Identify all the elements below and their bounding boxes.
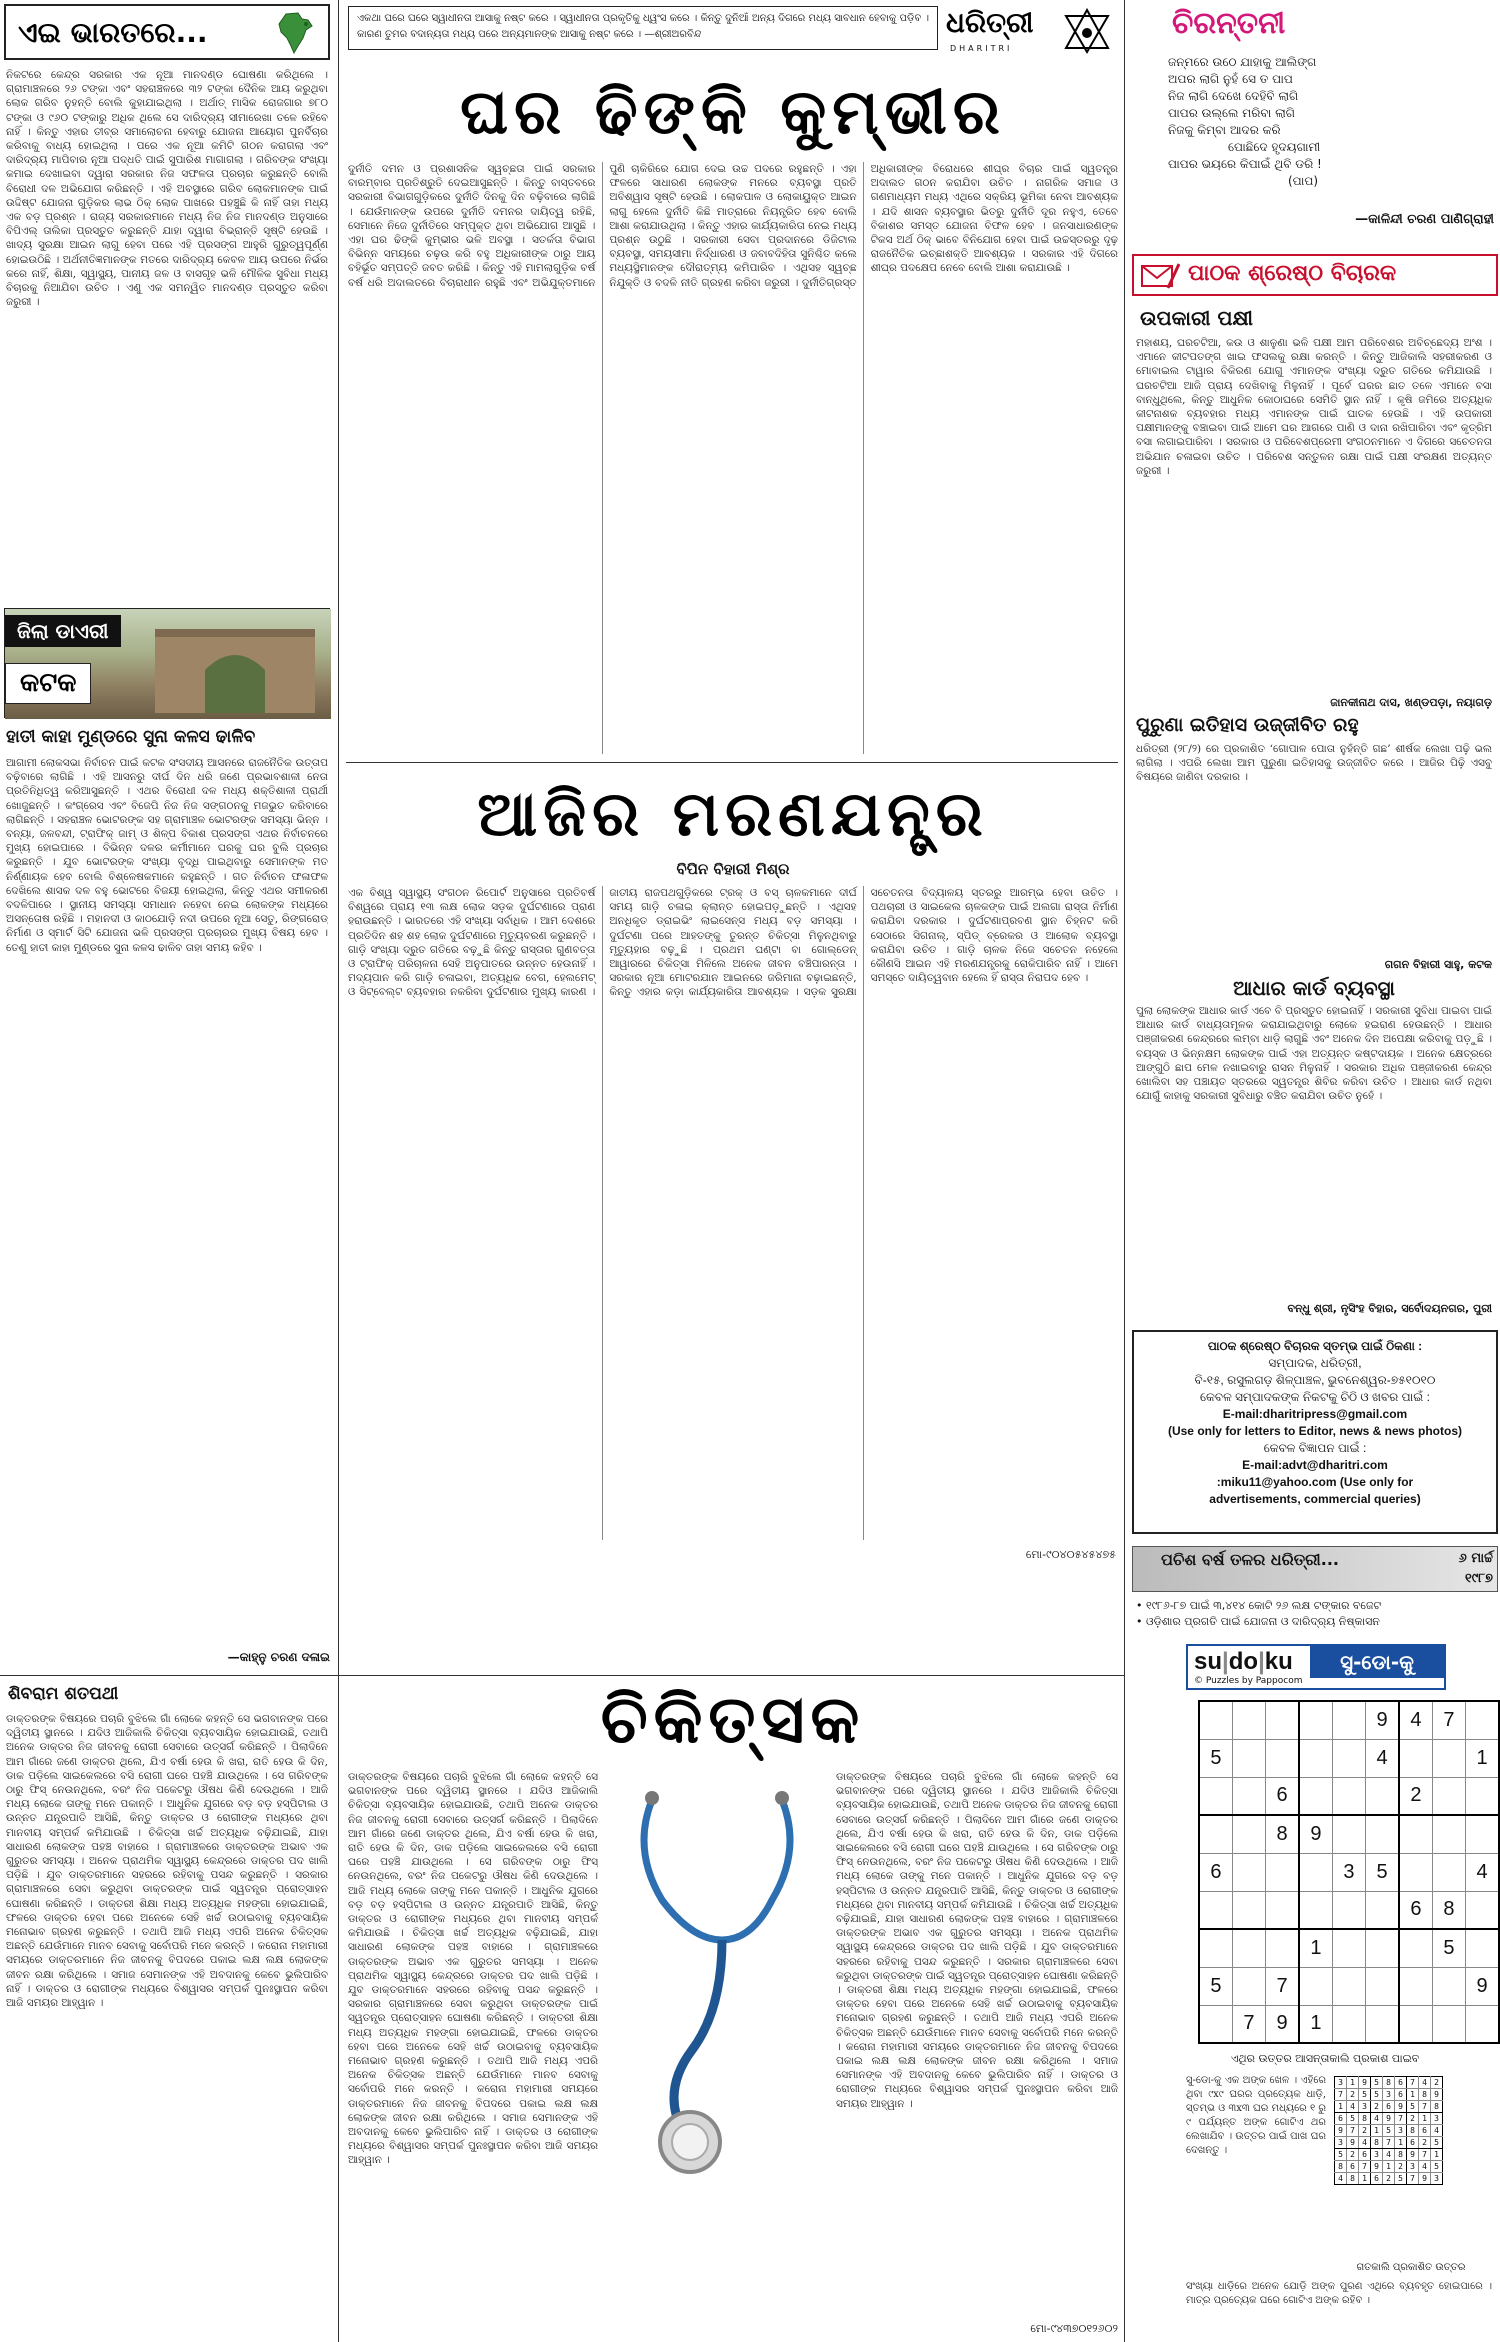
contact-line-1: ପାଠକ ଶ୍ରେଷ୍ଠ ବିଚାରକ ସ୍ତମ୍ଭ ପାଇଁ ଠିକଣା :: [1207, 1339, 1423, 1353]
solution-cell: 9: [1371, 2161, 1383, 2173]
solution-cell: 2: [1419, 2137, 1431, 2149]
solution-cell: 3: [1431, 2173, 1443, 2185]
solution-cell: 1: [1347, 2077, 1359, 2089]
solution-cell: 3: [1371, 2149, 1383, 2161]
sudoku-cell[interactable]: [1466, 1777, 1499, 1815]
doctor-article-text-col2: [348, 1770, 598, 2336]
solution-cell: 6: [1419, 2125, 1431, 2137]
solution-cell: 6: [1359, 2149, 1371, 2161]
sudoku-cell[interactable]: [1199, 2005, 1232, 2043]
logo-emblem-icon: [1064, 8, 1110, 54]
solution-cell-row: [1335, 2113, 1443, 2125]
solution-cell: 3: [1383, 2089, 1395, 2101]
sudoku-cell: 9: [1299, 1815, 1332, 1853]
sudoku-brand-su: su: [1194, 1648, 1223, 1675]
solution-cell: 9: [1383, 2113, 1395, 2125]
sudoku-cell: 7: [1432, 1701, 1465, 1739]
poem-line: (ପାପ): [1288, 174, 1319, 188]
solution-cell: 5: [1371, 2077, 1383, 2089]
solution-cell: 4: [1431, 2125, 1443, 2137]
solution-cell: 9: [1359, 2077, 1371, 2089]
solution-cell: 2: [1347, 2149, 1359, 2161]
road-article-contact: ମୋ-୯୦୪୦୫୪୫୪୭୫: [1025, 1548, 1116, 1561]
letter-3-text: ପୁଲା ଲୋକଙ୍କ ଆଧାର କାର୍ଡ ଏବେ ବି ପ୍ରସ୍ତୁତ ହୋଇନାହିଁ । ସରକାରୀ ସୁବିଧା ପାଇବା ପାଇଁ ଆଧାର କାର୍ଡ ବାଧ୍ୟତାମୂଳକ କରାଯାଇଥିବାରୁ ଲୋକେ ହଇରାଣ ହେଉଛନ୍ତି । ଆଧାର ପଞ୍ଜୀକରଣ କେନ୍ଦ୍ରରେ ଲମ୍ବା ଧାଡ଼ି ଲାଗୁଛି ଏବଂ ଅନେକ ଦିନ ଅପେକ୍ଷା କରିବାକୁ ପଡ଼ୁଛି । ବୟସ୍କ ଓ ଭିନ୍ନକ୍ଷମ ଲୋକଙ୍କ ପାଇଁ ଏହା ଅତ୍ୟନ୍ତ କଷ୍ଟଦାୟକ । ଅନେକ କ୍ଷେତ୍ରରେ ଆଙ୍ଗୁଠି ଛାପ ମେଳ ନଖାଇବାରୁ ରାସନ ମିଳୁନାହିଁ । ସରକାର ଅଧିକ ପଞ୍ଜୀକରଣ କେନ୍ଦ୍ର ଖୋଲିବା ସହ ପଞ୍ଚାୟତ ସ୍ତରରେ ସ୍ୱତନ୍ତ୍ର ଶିବିର କରିବା ଉଚିତ । ଆଧାର କାର୍ଡ ନଥିବା ଯୋଗୁଁ କାହାକୁ ସରକାରୀ ସୁବିଧାରୁ ବଞ୍ଚିତ କରାଯିବା ଉଚିତ ନୁହେଁ ।: [1136, 1005, 1492, 1103]
letter-1-title: ଉପକାରୀ ପକ୍ଷୀ: [1140, 306, 1253, 330]
contact-email-3[interactable]: :miku11@yahoo.com (Use only for: [1216, 1475, 1414, 1489]
sudoku-cell[interactable]: [1366, 1815, 1399, 1853]
solution-cell: 5: [1359, 2089, 1371, 2101]
solution-cell: 2: [1347, 2089, 1359, 2101]
doctor-article-contact: ମୋ-୯୪୩୭୦୧୨୬୦୨: [1030, 2322, 1118, 2335]
solution-cell: 4: [1359, 2137, 1371, 2149]
sudoku-cell: 9: [1466, 1967, 1499, 2005]
sudoku-cell[interactable]: [1199, 1815, 1232, 1853]
twentyfive-years-day: ୬ ମାର୍ଚ୍ଚ: [1458, 1551, 1493, 1566]
sudoku-cell[interactable]: [1332, 2005, 1365, 2043]
solution-cell: 1: [1395, 2137, 1407, 2149]
sudoku-cell[interactable]: [1432, 2005, 1465, 2043]
solution-cell: 1: [1419, 2113, 1431, 2125]
contact-email-1-note: (Use only for letters to Editor, news & news photos): [1167, 1424, 1463, 1438]
solution-cell: 8: [1347, 2173, 1359, 2185]
solution-cell: 2: [1383, 2173, 1395, 2185]
sudoku-cell[interactable]: [1432, 1815, 1465, 1853]
logo-subtext: DHARITRI: [950, 44, 1013, 53]
fort-gate-image: [145, 615, 325, 715]
contact-line-3: ବି-୧୫, ରସୁଲଗଡ଼ ଶିଳ୍ପାଞ୍ଚଳ, ଭୁବନେଶ୍ୱର-୭୫୧୦୧୦: [1194, 1373, 1436, 1387]
sudoku-cell-row: [1199, 1777, 1499, 1815]
sudoku-cell[interactable]: [1466, 1815, 1499, 1853]
solution-cell: 6: [1395, 2077, 1407, 2089]
contact-email-3-note: advertisements, commercial queries): [1209, 1492, 1421, 1506]
sudoku-cell: 9: [1366, 1701, 1399, 1739]
doctor-article-headline: ଚିକିତ୍ସକ: [600, 1681, 866, 1758]
sudoku-cell: 7: [1232, 2005, 1265, 2043]
solution-cell: 4: [1419, 2161, 1431, 2173]
solution-cell-row: [1335, 2149, 1443, 2161]
sudoku-cell-row: [1199, 1929, 1499, 1967]
divider-bottom-left: [338, 1675, 339, 2342]
solution-cell: 4: [1335, 2173, 1347, 2185]
sudoku-grid[interactable]: [1198, 1700, 1500, 2044]
solution-cell: 1: [1431, 2149, 1443, 2161]
poem-line: ନିଜକୁ କିମ୍ବା ଆଦର କରି: [1168, 123, 1281, 137]
article-cuttack-author: —କାହ୍ନୁ ଚରଣ ଦଳାଇ: [227, 1650, 330, 1664]
solution-cell: 9: [1407, 2149, 1419, 2161]
solution-cell: 8: [1407, 2125, 1419, 2137]
section-title: ଏଇ ଭାରତରେ...: [18, 16, 208, 49]
solution-cell: 6: [1407, 2137, 1419, 2149]
masthead-quote: ଏକଥା ଘରେ ଘରେ ସ୍ୱାଧୀନତା ଆସାକୁ ନଷ୍ଟ କରେ । ସ୍ୱାଧୀନତା ପ୍ରକୃତିକୁ ଧ୍ୱଂସ କରେ । କିନ୍ତୁ ଦୁନିଆଁ ଅନ୍ୟ ଦିଗରେ ମଧ୍ୟ ସାବଧାନ ହେବାକୁ ପଡ଼ିବ । କାରଣ ତୁମର ବଦାନ୍ୟତା ମଧ୍ୟ ପରେ ଅନ୍ୟମାନଙ୍କ ଆସାକୁ ନଷ୍ଟ କରେ । —ଶ୍ରୀଅରବିନ୍ଦ: [357, 13, 929, 40]
sudoku-cell: 4: [1399, 1701, 1432, 1739]
solution-cell: 9: [1431, 2089, 1443, 2101]
sudoku-cell[interactable]: [1299, 1701, 1332, 1739]
editorial-headline: ଘର ଢିଙ୍କି କୁମ୍ଭୀର: [460, 75, 1006, 148]
sudoku-cell[interactable]: [1266, 1739, 1299, 1777]
sudoku-cell: 6: [1266, 1777, 1299, 1815]
sudoku-cell: 5: [1199, 1739, 1232, 1777]
sudoku-cell: 8: [1266, 1815, 1299, 1853]
solution-cell: 6: [1383, 2101, 1395, 2113]
sudoku-cell-row: [1199, 1891, 1499, 1929]
solution-cell: 8: [1383, 2077, 1395, 2089]
sudoku-cell[interactable]: [1199, 1701, 1232, 1739]
solution-cell: 7: [1347, 2125, 1359, 2137]
road-article-headline: ଆଜିର ମରଣଯନ୍ତ୍ର: [477, 777, 989, 850]
sudoku-cell[interactable]: [1332, 1777, 1365, 1815]
sudoku-cell: 1: [1466, 1739, 1499, 1777]
solution-cell: 3: [1395, 2125, 1407, 2137]
sudoku-cell-row: [1199, 2005, 1499, 2043]
sudoku-cell[interactable]: [1399, 1929, 1432, 1967]
sudoku-cell[interactable]: [1266, 1853, 1299, 1891]
solution-cell: 2: [1371, 2101, 1383, 2113]
sudoku-cell[interactable]: [1232, 1853, 1265, 1891]
solution-cell: 7: [1335, 2089, 1347, 2101]
divider-right: [1124, 0, 1125, 2342]
sudoku-cell[interactable]: [1266, 1929, 1299, 1967]
sudoku-cell[interactable]: [1366, 1777, 1399, 1815]
left-column: [0, 0, 340, 1675]
sudoku-cell[interactable]: [1399, 1739, 1432, 1777]
solution-cell-row: [1335, 2101, 1443, 2113]
solution-cell: 8: [1359, 2113, 1371, 2125]
logo-text: ଧରିତ୍ରୀ: [946, 6, 1034, 39]
solution-cell: 5: [1383, 2125, 1395, 2137]
sudoku-cell[interactable]: [1466, 1891, 1499, 1929]
stethoscope-icon: [612, 1770, 822, 2190]
road-article-text: ଏକ ବିଶ୍ୱ ସ୍ୱାସ୍ଥ୍ୟ ସଂଗଠନ ରିପୋର୍ଟ ଅନୁସାରେ ପ୍ରତିବର୍ଷ ବିଶ୍ୱରେ ପ୍ରାୟ ୧୩ ଲକ୍ଷ ଲୋକ ସଡ଼କ ଦୁର୍ଘଟଣାରେ ପ୍ରାଣ ହରାଉଛନ୍ତି । ଭାରତରେ ଏହି ସଂଖ୍ୟା ସର୍ବାଧିକ । ଆମ ଦେଶରେ ପ୍ରତିଦିନ ଶହ ଶହ ଲୋକ ଦୁର୍ଘଟଣାରେ ମୃତ୍ୟୁବରଣ କରୁଛନ୍ତି । ଗାଡ଼ି ସଂଖ୍ୟା ଦ୍ରୁତ ଗତିରେ ବଢ଼ୁଛି କିନ୍ତୁ ରାସ୍ତାର ଗୁଣବତ୍ତା ଓ ଟ୍ରାଫିକ୍ ପରିଚାଳନା ସେହି ଅନୁପାତରେ ଉନ୍ନତ ହେଉନାହିଁ । ମଦ୍ୟପାନ କରି ଗାଡ଼ି ଚଳାଇବା, ଅତ୍ୟଧିକ ବେଗ, ହେଲମେଟ୍ ଓ ସିଟ୍‌ବେଲ୍ଟ ବ୍ୟବହାର ନକରିବା ଦୁର୍ଘଟଣାର ମୁଖ୍ୟ କାରଣ । ଜାତୀୟ ରାଜପଥଗୁଡ଼ିକରେ ଟ୍ରକ୍ ଓ ବସ୍ ଚାଳକମାନେ ଦୀର୍ଘ ସମୟ ଗାଡ଼ି ଚଳାଇ କ୍ଲାନ୍ତ ହୋଇପଡ଼ୁଛନ୍ତି । ଏଥିସହ ଅନଧିକୃତ ଡ୍ରାଇଭିଂ ଲାଇସେନ୍ସ ମଧ୍ୟ ବଡ଼ ସମସ୍ୟା । ଦୁର୍ଘଟଣା ପରେ ଆହତଙ୍କୁ ତୁରନ୍ତ ଚିକିତ୍ସା ମିଳୁନଥିବାରୁ ମୃତ୍ୟୁହାର ବଢ଼ୁଛି । ପ୍ରଥମ ଘଣ୍ଟା ବା ଗୋଲ୍ଡେନ୍ ଆୱାରରେ ଚିକିତ୍ସା ମିଳିଲେ ଅନେକ ଜୀବନ ବଞ୍ଚିପାରନ୍ତା । ସରକାର ନୂଆ ମୋଟରଯାନ ଆଇନରେ ଜରିମାନା ବଢ଼ାଇଛନ୍ତି, କିନ୍ତୁ ଏହାର କଡ଼ା କାର୍ଯ୍ୟକାରିତା ଆବଶ୍ୟକ । ସଡ଼କ ସୁରକ୍ଷା ସଚେତନତା ବିଦ୍ୟାଳୟ ସ୍ତରରୁ ଆରମ୍ଭ ହେବା ଉଚିତ । ପଥଚାରୀ ଓ ସାଇକେଲ ଚାଳକଙ୍କ ପାଇଁ ଅଲଗା ରାସ୍ତା ନିର୍ମାଣ କରାଯିବା ଦରକାର । ଦୁର୍ଘଟଣାପ୍ରବଣ ସ୍ଥାନ ଚିହ୍ନଟ କରି ସେଠାରେ ସିଗନାଲ୍, ସ୍ପିଡ୍ ବ୍ରେକର ଓ ଆଲୋକ ବ୍ୟବସ୍ଥା କରାଯିବା ଉଚିତ । ଗାଡ଼ି ଚାଳକ ନିଜେ ସଚେତନ ନହେଲେ କୌଣସି ଆଇନ ଏହି ମରଣଯନ୍ତ୍ରକୁ ରୋକିପାରିବ ନାହିଁ । ଆମେ ସମସ୍ତେ ଦାୟିତ୍ୱବାନ ହେଲେ ହିଁ ରାସ୍ତା ନିରାପଦ ହେବ ।: [348, 887, 1118, 999]
solution-cell: 5: [1407, 2101, 1419, 2113]
chirantani-poem: [1168, 54, 1488, 190]
sudoku-cell[interactable]: [1199, 1891, 1232, 1929]
sudoku-prev-caption: ଗତକାଲି ପ୍ରକାଶିତ ଉତ୍ତର: [1356, 2262, 1466, 2273]
sudoku-cell[interactable]: [1366, 1967, 1399, 2005]
twentyfive-years-item-2: • ଓଡ଼ିଶାର ପ୍ରଗତି ପାଇଁ ଯୋଜନା ଓ ଦାରିଦ୍ର୍ୟ ନିଷ୍କାସନ: [1136, 1615, 1380, 1628]
sudoku-cell[interactable]: [1199, 1777, 1232, 1815]
chirantani-title: ଚିରନ୍ତନୀ: [1172, 6, 1286, 41]
sudoku-cell[interactable]: [1366, 1891, 1399, 1929]
poem-line: ପୋଛିଦେ ହୃଦୟଗାମୀ: [1228, 140, 1321, 154]
solution-cell: 5: [1431, 2161, 1443, 2173]
solution-cell: 6: [1335, 2113, 1347, 2125]
contact-box: [1132, 1330, 1498, 1534]
sudoku-cell[interactable]: [1399, 1853, 1432, 1891]
solution-cell: 7: [1383, 2137, 1395, 2149]
sudoku-cell[interactable]: [1366, 1929, 1399, 1967]
sudoku-cell[interactable]: [1332, 1891, 1365, 1929]
sudoku-brand-do: do: [1228, 1648, 1259, 1675]
contact-line-5: କେବଳ ବିଜ୍ଞାପନ ପାଇଁ :: [1263, 1441, 1367, 1455]
sudoku-cell: 5: [1432, 1929, 1465, 1967]
letter-3-title: ଆଧାର କାର୍ଡ ବ୍ୟବସ୍ଥା: [1233, 976, 1395, 1000]
solution-cell: 4: [1383, 2149, 1395, 2161]
twentyfive-years-box: [1132, 1546, 1498, 1592]
poem-line: ପାପର ଭୟରେ କିପାଇଁ ଥିବି ଡରି !: [1168, 157, 1322, 171]
sudoku-footer: ସଂଖ୍ୟା ଧାଡ଼ିରେ ଅନେକ ଯୋଡ଼ି ଅଙ୍କ ପୁରଣ ଏଥିରେ ବ୍ୟବହୃତ ହୋଇପାରେ । ମାତ୍ର ପ୍ରତ୍ୟେକ ଘରେ ଗୋଟିଏ ଅଙ୍କ ରହିବ ।: [1186, 2281, 1492, 2306]
solution-cell: 6: [1347, 2161, 1359, 2173]
contact-email-2[interactable]: E-mail:advt@dharitri.com: [1242, 1458, 1388, 1472]
sudoku-cell: 4: [1366, 1739, 1399, 1777]
sudoku-cell: 9: [1266, 2005, 1299, 2043]
poem-line: ପାପର ଉଲ୍ଲେ ମରିବା ଲାଗି: [1168, 106, 1295, 120]
sudoku-copyright: © Puzzles by Pappocom: [1194, 1676, 1303, 1686]
sudoku-instructions: ସୁ-ଡୋ-କୁ ଏକ ଅଙ୍କ ଖେଳ । ଏହିରେ ଥିବା ୯x୯ ଘରର ପ୍ରତ୍ୟେକ ଧାଡ଼ି, ସ୍ତମ୍ଭ ଓ ୩x୩ ଘର ମଧ୍ୟରେ ୧ ରୁ ୯ ପର୍ଯ୍ୟନ୍ତ ଅଙ୍କ ଗୋଟିଏ ଥର ଲେଖାଯିବ । ଉତ୍ତର ପାଇଁ ପାଖ ଘର ଦେଖନ୍ତୁ ।: [1186, 2075, 1326, 2156]
sudoku-cell[interactable]: [1266, 1701, 1299, 1739]
twentyfive-years-title: ପଚିଶ ବର୍ଷ ତଳର ଧରିତ୍ରୀ...: [1161, 1550, 1339, 1569]
solution-cell: 2: [1395, 2161, 1407, 2173]
contact-email-1[interactable]: E-mail:dharitripress@gmail.com: [1222, 1407, 1408, 1421]
letters-title: ପାଠକ ଶ୍ରେଷ୍ଠ ବିଚାରକ: [1188, 261, 1397, 286]
solution-cell: 3: [1431, 2113, 1443, 2125]
sudoku-brand: su|do|ku: [1194, 1648, 1293, 1675]
sudoku-cell[interactable]: [1332, 1967, 1365, 2005]
sudoku-cell: 6: [1199, 1853, 1232, 1891]
sudoku-cell: 5: [1199, 1967, 1232, 2005]
solution-cell: 7: [1419, 2101, 1431, 2113]
chirantani-box: [1132, 0, 1498, 240]
sudoku-cell[interactable]: [1232, 1739, 1265, 1777]
sudoku-cell[interactable]: [1332, 1739, 1365, 1777]
divider-left: [338, 0, 339, 1675]
solution-cell: 9: [1335, 2125, 1347, 2137]
sudoku-cell[interactable]: [1232, 1891, 1265, 1929]
solution-cell: 1: [1407, 2089, 1419, 2101]
poem-line: ଜନ୍ମରେ ଉଠେ ଯାହାକୁ ଆଲିଙ୍ଗ: [1168, 55, 1317, 69]
poem-line: ଅପର ଲାଗି ନୁହଁ ସେ ତ ପାପ: [1168, 72, 1293, 86]
solution-cell: 5: [1431, 2137, 1443, 2149]
solution-cell-row: [1335, 2173, 1443, 2185]
sudoku-cell[interactable]: [1399, 1815, 1432, 1853]
solution-cell: 4: [1419, 2077, 1431, 2089]
sudoku-cell[interactable]: [1299, 1739, 1332, 1777]
contact-line-2: ସମ୍ପାଦକ, ଧରିତ୍ରୀ,: [1268, 1356, 1362, 1370]
solution-cell: 8: [1335, 2161, 1347, 2173]
masthead-quote-box: [348, 6, 938, 50]
solution-cell: 8: [1431, 2101, 1443, 2113]
district-diary-label: ଜିଲା ଡାଏରୀ: [5, 615, 121, 647]
solution-cell: 7: [1407, 2077, 1419, 2089]
solution-cell: 3: [1359, 2101, 1371, 2113]
section-banner-ei-bharatare: [4, 4, 330, 60]
sudoku-cell[interactable]: [1199, 1929, 1232, 1967]
twentyfive-years-item-1: • ୧୯୮୬-୮୭ ପାଇଁ ୩,୪୧୪ କୋଟି ୨୬ ଲକ୍ଷ ଟଙ୍କାର ବଜେଟ: [1136, 1599, 1382, 1612]
letter-3-author: ବନ୍ଧୁ ଶ୍ରୀ, ନୃସିଂହ ବିହାର, ସର୍ବୋଦୟନଗର, ପୁରୀ: [1287, 1302, 1492, 1315]
sudoku-header: [1186, 1644, 1446, 1690]
sudoku-cell[interactable]: [1299, 1853, 1332, 1891]
sudoku-cell[interactable]: [1432, 1739, 1465, 1777]
sudoku-cell: 8: [1432, 1891, 1465, 1929]
poem-author: —କାଳିନ୍ଦୀ ଚରଣ ପାଣିଗ୍ରାହୀ: [1355, 212, 1494, 227]
letter-2-title: ପୁରୁଣା ଇତିହାସ ଉଜ୍ଜୀବିତ ରହୁ: [1136, 714, 1359, 736]
masthead-logo: [946, 6, 1116, 58]
district-diary-box: [4, 608, 330, 718]
solution-cell: 5: [1371, 2089, 1383, 2101]
sudoku-cell[interactable]: [1432, 1777, 1465, 1815]
solution-cell: 7: [1407, 2173, 1419, 2185]
sudoku-cell[interactable]: [1332, 1815, 1365, 1853]
sudoku-cell: 7: [1266, 1967, 1299, 2005]
sudoku-cell[interactable]: [1366, 2005, 1399, 2043]
letter-2-text: ଧରିତ୍ରୀ (୨୮/୨) ରେ ପ୍ରକାଶିତ ‘ଗୋପାଳ ପୋତା ନୁହଁନ୍ତି ଗଛ’ ଶୀର୍ଷକ ଲେଖା ପଢ଼ି ଭଲ ଲାଗିଲା । ଏପରି ଲେଖା ଆମ ପୁରୁଣା ଇତିହାସକୁ ଉଜ୍ଜୀବିତ କରେ । ଆଜିର ପିଢ଼ି ଏସବୁ ବିଷୟରେ ଜାଣିବା ଦରକାର ।: [1136, 743, 1492, 784]
sudoku-cell[interactable]: [1232, 1929, 1265, 1967]
sudoku-cell: 5: [1366, 1853, 1399, 1891]
sudoku-cell[interactable]: [1232, 1701, 1265, 1739]
sudoku-cell[interactable]: [1332, 1701, 1365, 1739]
solution-cell: 3: [1335, 2077, 1347, 2089]
sudoku-cell-row: [1199, 1815, 1499, 1853]
envelope-pen-icon: [1140, 262, 1180, 290]
solution-cell: 1: [1335, 2101, 1347, 2113]
sudoku-cell: 3: [1332, 1853, 1365, 1891]
solution-cell: 6: [1395, 2089, 1407, 2101]
divider-bottom: [0, 1675, 1124, 1676]
sudoku-brand-ku: ku: [1264, 1648, 1293, 1675]
doctor-article-author: ଶିବରାମ ଶତପଥୀ: [8, 1684, 119, 1704]
solution-cell: 8: [1395, 2149, 1407, 2161]
sudoku-cell[interactable]: [1299, 1967, 1332, 2005]
solution-cell-row: [1335, 2161, 1443, 2173]
solution-cell: 7: [1419, 2149, 1431, 2161]
doctor-article-text-final: ଡାକ୍ତରଙ୍କ ବିଷୟରେ ପଚାରି ବୁଝିଲେ ଗାଁ ଲୋକେ କହନ୍ତି ସେ ଭଗବାନଙ୍କ ପରେ ଦ୍ୱିତୀୟ ସ୍ଥାନରେ । ଯଦିଓ ଆଜିକାଲି ଚିକିତ୍ସା ବ୍ୟବସାୟିକ ହୋଇଯାଉଛି, ତଥାପି ଅନେକ ଡାକ୍ତର ନିଜ ଜୀବନକୁ ରୋଗୀ ସେବାରେ ଉତ୍ସର୍ଗ କରିଛନ୍ତି । ପିଲାଦିନେ ଆମ ଗାଁରେ ଜଣେ ଡାକ୍ତର ଥିଲେ, ଯିଏ ବର୍ଷା ହେଉ କି ଖରା, ରାତି ହେଉ କି ଦିନ, ଡାକ ପଡ଼ିଲେ ସାଇକେଲରେ ବସି ରୋଗୀ ଘରେ ପହଞ୍ଚି ଯାଉଥିଲେ । ସେ ଗରିବଙ୍କ ଠାରୁ ଫିସ୍ ନେଉନଥିଲେ, ବରଂ ନିଜ ପକେଟରୁ ଔଷଧ କିଣି ଦେଉଥିଲେ । ଆଜି ମଧ୍ୟ ଲୋକେ ତାଙ୍କୁ ମନେ ପକାନ୍ତି । ଆଧୁନିକ ଯୁଗରେ ବଡ଼ ବଡ଼ ହସ୍ପିଟାଲ ଓ ଉନ୍ନତ ଯନ୍ତ୍ରପାତି ଆସିଛି, କିନ୍ତୁ ଡାକ୍ତର ଓ ରୋଗୀଙ୍କ ମଧ୍ୟରେ ଥିବା ମାନବୀୟ ସମ୍ପର୍କ କମିଯାଉଛି । ଚିକିତ୍ସା ଖର୍ଚ୍ଚ ଅତ୍ୟଧିକ ବଢ଼ିଯାଇଛି, ଯାହା ସାଧାରଣ ଲୋକଙ୍କ ପହଞ୍ଚ ବାହାରେ । ଗ୍ରାମାଞ୍ଚଳରେ ଡାକ୍ତରଙ୍କ ଅଭାବ ଏକ ଗୁରୁତର ସମସ୍ୟା । ଅନେକ ପ୍ରାଥମିକ ସ୍ୱାସ୍ଥ୍ୟ କେନ୍ଦ୍ରରେ ଡାକ୍ତର ପଦ ଖାଲି ପଡ଼ିଛି । ଯୁବ ଡାକ୍ତରମାନେ ସହରରେ ରହିବାକୁ ପସନ୍ଦ କରୁଛନ୍ତି । ସରକାର ଗ୍ରାମାଞ୍ଚଳରେ ସେବା କରୁଥିବା ଡାକ୍ତରଙ୍କ ପାଇଁ ସ୍ୱତନ୍ତ୍ର ପ୍ରୋତ୍ସାହନ ଘୋଷଣା କରିଛନ୍ତି । ଡାକ୍ତରୀ ଶିକ୍ଷା ମଧ୍ୟ ଅତ୍ୟଧିକ ମହଙ୍ଗା ହୋଇଯାଇଛି, ଫଳରେ ଡାକ୍ତର ହେବା ପରେ ଅନେକେ ସେହି ଖର୍ଚ୍ଚ ଉଠାଇବାକୁ ବ୍ୟବସାୟିକ ମନୋଭାବ ଗ୍ରହଣ କରୁଛନ୍ତି । ତଥାପି ଆଜି ମଧ୍ୟ ଏପରି ଅନେକ ଚିକିତ୍ସକ ଅଛନ୍ତି ଯେଉଁମାନେ ମାନବ ସେବାକୁ ସର୍ବୋପରି ମନେ କରନ୍ତି । କରୋନା ମହାମାରୀ ସମୟରେ ଡାକ୍ତରମାନେ ନିଜ ଜୀବନକୁ ବିପଦରେ ପକାଇ ଲକ୍ଷ ଲକ୍ଷ ଲୋକଙ୍କ ଜୀବନ ରକ୍ଷା କରିଥିଲେ । ସମାଜ ସେମାନଙ୍କ ଏହି ଅବଦାନକୁ କେବେ ଭୁଲିପାରିବ ନାହିଁ । ଡାକ୍ତର ଓ ରୋଗୀଙ୍କ ମଧ୍ୟରେ ବିଶ୍ୱାସର ସମ୍ପର୍କ ପୁନଃସ୍ଥାପନ କରିବା ଆଜି ସମୟର ଆହ୍ୱାନ ।: [836, 1771, 1118, 2110]
solution-cell: 9: [1419, 2173, 1431, 2185]
sudoku-cell[interactable]: [1432, 1967, 1465, 2005]
doctor-article-text-col3: [836, 1770, 1118, 2318]
sudoku-cell[interactable]: [1332, 1929, 1365, 1967]
sudoku-brand-odia: ସୁ-ଡୋ-କୁ: [1310, 1646, 1444, 1678]
solution-cell: 2: [1359, 2125, 1371, 2137]
solution-cell: 5: [1347, 2113, 1359, 2125]
sudoku-cell: 1: [1299, 1929, 1332, 1967]
solution-cell-row: [1335, 2089, 1443, 2101]
solution-cell: 5: [1335, 2149, 1347, 2161]
doctor-article-text-left: [6, 1712, 328, 2336]
sudoku-cell: 4: [1466, 1853, 1499, 1891]
sudoku-cell[interactable]: [1232, 1815, 1265, 1853]
editorial-text: ଦୁର୍ନୀତି ଦମନ ଓ ପ୍ରଶାସନିକ ସ୍ୱଚ୍ଛତା ପାଇଁ ସରକାର ବାରମ୍ବାର ପ୍ରତିଶ୍ରୁତି ଦେଇଆସୁଛନ୍ତି । କିନ୍ତୁ ବାସ୍ତବରେ ସରକାରୀ ବିଭାଗଗୁଡ଼ିକରେ ଦୁର୍ନୀତି ଦିନକୁ ଦିନ ବଢ଼ିବାରେ ଲାଗିଛି । ଯେଉଁମାନଙ୍କ ଉପରେ ଦୁର୍ନୀତି ଦମନର ଦାୟିତ୍ୱ ରହିଛି, ସେମାନେ ନିଜେ ଦୁର୍ନୀତିରେ ସମ୍ପୃକ୍ତ ଥିବା ଅଭିଯୋଗ ଆସୁଛି । ଏହା ଘର ଢିଙ୍କି କୁମ୍ଭୀର ଭଳି ଅବସ୍ଥା । ସତର୍କତା ବିଭାଗ ବିଭିନ୍ନ ସମୟରେ ଚଢ଼ଉ କରି ବହୁ ଅଧିକାରୀଙ୍କ ଠାରୁ ଆୟ ବହିର୍ଭୂତ ସମ୍ପତ୍ତି ଜବତ କରିଛି । କିନ୍ତୁ ଏହି ମାମଲାଗୁଡ଼ିକ ବର୍ଷ ବର୍ଷ ଧରି ଅଦାଲତରେ ବିଚାରାଧୀନ ରହୁଛି ଏବଂ ଅଭିଯୁକ୍ତମାନେ ପୁଣି ଚାକିରିରେ ଯୋଗ ଦେଇ ଉଚ୍ଚ ପଦରେ ରହୁଛନ୍ତି । ଏହା ଫଳରେ ସାଧାରଣ ଲୋକଙ୍କ ମନରେ ବ୍ୟବସ୍ଥା ପ୍ରତି ଅବିଶ୍ୱାସ ସୃଷ୍ଟି ହେଉଛି । ଲୋକପାଳ ଓ ଲୋକାୟୁକ୍ତ ଆଇନ ଲାଗୁ ହେଲେ ଦୁର୍ନୀତି କିଛି ମାତ୍ରାରେ ନିୟନ୍ତ୍ରିତ ହେବ ବୋଲି ଆଶା କରାଯାଉଥିଲା । କିନ୍ତୁ ଏହାର କାର୍ଯ୍ୟକାରିତା ନେଇ ମଧ୍ୟ ପ୍ରଶ୍ନ ଉଠୁଛି । ସରକାରୀ ସେବା ପ୍ରଦାନରେ ଡିଜିଟାଲ ବ୍ୟବସ୍ଥା, ସମୟସୀମା ନିର୍ଦ୍ଧାରଣ ଓ ଜବାବଦିହିତା ସୁନିଶ୍ଚିତ କଲେ ମଧ୍ୟସ୍ଥିମାନଙ୍କ ଦୌରାତ୍ମ୍ୟ କମିପାରିବ । ଏଥିସହ ସ୍ୱଚ୍ଛ ନିଯୁକ୍ତି ଓ ବଦଳି ନୀତି ଗ୍ରହଣ କରିବା ଜରୁରୀ । ଦୁର୍ନୀତିଗ୍ରସ୍ତ ଅଧିକାରୀଙ୍କ ବିରୋଧରେ ଶୀଘ୍ର ବିଚାର ପାଇଁ ସ୍ୱତନ୍ତ୍ର ଅଦାଲତ ଗଠନ କରାଯିବା ଉଚିତ । ନାଗରିକ ସମାଜ ଓ ଗଣମାଧ୍ୟମ ମଧ୍ୟ ଏଥିରେ ସକ୍ରିୟ ଭୂମିକା ନେବା ଆବଶ୍ୟକ । ଯଦି ଶାସନ ବ୍ୟବସ୍ଥାର ଭିତରୁ ଦୁର୍ନୀତି ଦୂର ନହୁଏ, ତେବେ ବିକାଶର ସମସ୍ତ ଯୋଜନା ବିଫଳ ହେବ । ଜନସାଧାରଣଙ୍କ ଟିକସ ଅର୍ଥ ଠିକ୍ ଭାବେ ବିନିଯୋଗ ହେବା ପାଇଁ ଉଚ୍ଚସ୍ତରରୁ ଦୃଢ଼ ରାଜନୈତିକ ଇଚ୍ଛାଶକ୍ତି ଆବଶ୍ୟକ । ସରକାର ଏହି ଦିଗରେ ଶୀଘ୍ର ପଦକ୍ଷେପ ନେବେ ବୋଲି ଆଶା କରାଯାଉଛି ।: [348, 163, 1118, 289]
sudoku-cell[interactable]: [1399, 1967, 1432, 2005]
sudoku-cell-row: [1199, 1739, 1499, 1777]
letters-banner: [1132, 254, 1498, 296]
letter-2-author: ଗଗନ ବିହାରୀ ସାହୁ, କଟକ: [1384, 958, 1492, 971]
article-cuttack-text: ଆଗାମୀ ଲୋକସଭା ନିର୍ବାଚନ ପାଇଁ କଟକ ସଂସଦୀୟ ଆସନରେ ରାଜନୈତିକ ଉତ୍ତାପ ବଢ଼ିବାରେ ଲାଗିଛି । ଏହି ଆସନରୁ ଦୀର୍ଘ ଦିନ ଧରି ଜଣେ ପ୍ରଭାବଶାଳୀ ନେତା ପ୍ରତିନିଧିତ୍ୱ କରିଆସୁଛନ୍ତି । ଏଥର ବିରୋଧୀ ଦଳ ମଧ୍ୟ ଶକ୍ତିଶାଳୀ ପ୍ରାର୍ଥୀ ଖୋଜୁଛନ୍ତି । କଂଗ୍ରେସ ଏବଂ ବିଜେପି ନିଜ ନିଜ ସଙ୍ଗଠନକୁ ମଜଭୁତ କରିବାରେ ଲାଗିଛନ୍ତି । ସହରାଞ୍ଚଳ ଭୋଟରଙ୍କ ସହ ଗ୍ରାମାଞ୍ଚଳ ଭୋଟରଙ୍କ ସମସ୍ୟା ଭିନ୍ନ । ବନ୍ୟା, ଜଳବନ୍ଦୀ, ଟ୍ରାଫିକ୍ ଜାମ୍ ଓ ଶିଳ୍ପ ବିକାଶ ପ୍ରସଙ୍ଗ ଏଥର ନିର୍ବାଚନରେ ମୁଖ୍ୟ ହୋଇପାରେ । ବିଭିନ୍ନ ଦଳର କର୍ମୀମାନେ ଘରକୁ ଘର ବୁଲି ପ୍ରଚାର କରୁଛନ୍ତି । ଯୁବ ଭୋଟରଙ୍କ ସଂଖ୍ୟା ବୃଦ୍ଧି ପାଇଥିବାରୁ ସେମାନଙ୍କ ମତ ନିର୍ଣ୍ଣାୟକ ହେବ ବୋଲି ବିଶ୍ଳେଷକମାନେ କହୁଛନ୍ତି । ଗତ ନିର୍ବାଚନ ଫଳାଫଳ ଦେଖିଲେ ଶାସକ ଦଳ ବହୁ ଭୋଟରେ ବିଜୟୀ ହୋଇଥିଲା, କିନ୍ତୁ ଏଥର ସମୀକରଣ ବଦଳିପାରେ । ସ୍ଥାନୀୟ ସମସ୍ୟା ସମାଧାନ ନହେବା ନେଇ ଲୋକଙ୍କ ମଧ୍ୟରେ ଅସନ୍ତୋଷ ରହିଛି । ମହାନଦୀ ଓ କାଠଯୋଡ଼ି ନଦୀ ଉପରେ ନୂଆ ସେତୁ, ରିଙ୍ଗରୋଡ୍ ନିର୍ମାଣ ଓ ସ୍ମାର୍ଟ ସିଟି ଯୋଜନା ଭଳି ପ୍ରସଙ୍ଗ ପ୍ରଚାରର ମୁଖ୍ୟ ବିଷୟ ହେବ । ତେଣୁ ହାତୀ କାହା ମୁଣ୍ଡରେ ସୁନା କଳସ ଢାଳିବ ତାହା ସମୟ କହିବ ।: [6, 757, 328, 954]
doctor-article-text-continued: ଡାକ୍ତରଙ୍କ ବିଷୟରେ ପଚାରି ବୁଝିଲେ ଗାଁ ଲୋକେ କହନ୍ତି ସେ ଭଗବାନଙ୍କ ପରେ ଦ୍ୱିତୀୟ ସ୍ଥାନରେ । ଯଦିଓ ଆଜିକାଲି ଚିକିତ୍ସା ବ୍ୟବସାୟିକ ହୋଇଯାଉଛି, ତଥାପି ଅନେକ ଡାକ୍ତର ନିଜ ଜୀବନକୁ ରୋଗୀ ସେବାରେ ଉତ୍ସର୍ଗ କରିଛନ୍ତି । ପିଲାଦିନେ ଆମ ଗାଁରେ ଜଣେ ଡାକ୍ତର ଥିଲେ, ଯିଏ ବର୍ଷା ହେଉ କି ଖରା, ରାତି ହେଉ କି ଦିନ, ଡାକ ପଡ଼ିଲେ ସାଇକେଲରେ ବସି ରୋଗୀ ଘରେ ପହଞ୍ଚି ଯାଉଥିଲେ । ସେ ଗରିବଙ୍କ ଠାରୁ ଫିସ୍ ନେଉନଥିଲେ, ବରଂ ନିଜ ପକେଟରୁ ଔଷଧ କିଣି ଦେଉଥିଲେ । ଆଜି ମଧ୍ୟ ଲୋକେ ତାଙ୍କୁ ମନେ ପକାନ୍ତି । ଆଧୁନିକ ଯୁଗରେ ବଡ଼ ବଡ଼ ହସ୍ପିଟାଲ ଓ ଉନ୍ନତ ଯନ୍ତ୍ରପାତି ଆସିଛି, କିନ୍ତୁ ଡାକ୍ତର ଓ ରୋଗୀଙ୍କ ମଧ୍ୟରେ ଥିବା ମାନବୀୟ ସମ୍ପର୍କ କମିଯାଉଛି । ଚିକିତ୍ସା ଖର୍ଚ୍ଚ ଅତ୍ୟଧିକ ବଢ଼ିଯାଇଛି, ଯାହା ସାଧାରଣ ଲୋକଙ୍କ ପହଞ୍ଚ ବାହାରେ । ଗ୍ରାମାଞ୍ଚଳରେ ଡାକ୍ତରଙ୍କ ଅଭାବ ଏକ ଗୁରୁତର ସମସ୍ୟା । ଅନେକ ପ୍ରାଥମିକ ସ୍ୱାସ୍ଥ୍ୟ କେନ୍ଦ୍ରରେ ଡାକ୍ତର ପଦ ଖାଲି ପଡ଼ିଛି । ଯୁବ ଡାକ୍ତରମାନେ ସହରରେ ରହିବାକୁ ପସନ୍ଦ କରୁଛନ୍ତି । ସରକାର ଗ୍ରାମାଞ୍ଚଳରେ ସେବା କରୁଥିବା ଡାକ୍ତରଙ୍କ ପାଇଁ ସ୍ୱତନ୍ତ୍ର ପ୍ରୋତ୍ସାହନ ଘୋଷଣା କରିଛନ୍ତି । ଡାକ୍ତରୀ ଶିକ୍ଷା ମଧ୍ୟ ଅତ୍ୟଧିକ ମହଙ୍ଗା ହୋଇଯାଇଛି, ଫଳରେ ଡାକ୍ତର ହେବା ପରେ ଅନେକେ ସେହି ଖର୍ଚ୍ଚ ଉଠାଇବାକୁ ବ୍ୟବସାୟିକ ମନୋଭାବ ଗ୍ରହଣ କରୁଛନ୍ତି । ତଥାପି ଆଜି ମଧ୍ୟ ଏପରି ଅନେକ ଚିକିତ୍ସକ ଅଛନ୍ତି ଯେଉଁମାନେ ମାନବ ସେବାକୁ ସର୍ବୋପରି ମନେ କରନ୍ତି । କରୋନା ମହାମାରୀ ସମୟରେ ଡାକ୍ତରମାନେ ନିଜ ଜୀବନକୁ ବିପଦରେ ପକାଇ ଲକ୍ଷ ଲକ୍ଷ ଲୋକଙ୍କ ଜୀବନ ରକ୍ଷା କରିଥିଲେ । ସମାଜ ସେମାନଙ୍କ ଏହି ଅବଦାନକୁ କେବେ ଭୁଲିପାରିବ ନାହିଁ । ଡାକ୍ତର ଓ ରୋଗୀଙ୍କ ମଧ୍ୟରେ ବିଶ୍ୱାସର ସମ୍ପର୍କ ପୁନଃସ୍ଥାପନ କରିବା ଆଜି ସମୟର ଆହ୍ୱାନ ।: [348, 1771, 598, 2167]
solution-cell: 9: [1347, 2137, 1359, 2149]
article-cuttack-headline: ହାତୀ କାହା ମୁଣ୍ଡରେ ସୁନା କଳସ ଢାଳିବ: [6, 727, 256, 747]
solution-cell: 4: [1347, 2101, 1359, 2113]
sudoku-cell-row: [1199, 1967, 1499, 2005]
twentyfive-years-year: ୧୯୮୭: [1465, 1571, 1493, 1586]
letter-1-text: ମହାଶୟ, ଘରଚଟିଆ, କଉ ଓ ଶାଳୁଣା ଭଳି ପକ୍ଷୀ ଆମ ପରିବେଶର ଅବିଚ୍ଛେଦ୍ୟ ଅଂଶ । ଏମାନେ କୀଟପତଙ୍ଗ ଖାଇ ଫସଲକୁ ରକ୍ଷା କରନ୍ତି । କିନ୍ତୁ ଆଜିକାଲି ସହରୀକରଣ ଓ ମୋବାଇଲ ଟାୱାର ବିକିରଣ ଯୋଗୁ ଏମାନଙ୍କ ସଂଖ୍ୟା ଦ୍ରୁତ ଗତିରେ କମିଯାଉଛି । ଘରଚଟିଆ ଆଜି ପ୍ରାୟ ଦେଖିବାକୁ ମିଳୁନାହିଁ । ପୂର୍ବେ ଘରର ଛାତ ତଳେ ଏମାନେ ବସା ବାନ୍ଧୁଥିଲେ, କିନ୍ତୁ ଆଧୁନିକ କୋଠାଘରେ ସେମିତି ସ୍ଥାନ ନାହିଁ । କୃଷି ଜମିରେ ଅତ୍ୟଧିକ କୀଟନାଶକ ବ୍ୟବହାର ମଧ୍ୟ ଏମାନଙ୍କ ପାଇଁ ଘାତକ ହେଉଛି । ଏହି ଉପକାରୀ ପକ୍ଷୀମାନଙ୍କୁ ବଞ୍ଚାଇବା ପାଇଁ ଆମେ ଘର ଆଗରେ ପାଣି ଓ ଦାନା ରଖିପାରିବା ଏବଂ କୃତ୍ରିମ ବସା ଲଗାଇପାରିବା । ସରକାର ଓ ପରିବେଶପ୍ରେମୀ ସଂଗଠନମାନେ ଏ ଦିଗରେ ସଚେତନତା ଅଭିଯାନ ଚଳାଇବା ଉଚିତ । ପରିବେଶ ସନ୍ତୁଳନ ରକ୍ଷା ପାଇଁ ପକ୍ଷୀ ସଂରକ୍ଷଣ ଅତ୍ୟନ୍ତ ଜରୁରୀ ।: [1136, 337, 1492, 477]
article-poverty-text: ନିକଟରେ କେନ୍ଦ୍ର ସରକାର ଏକ ନୂଆ ମାନଦଣ୍ଡ ଘୋଷଣା କରିଥିଲେ । ଗ୍ରାମାଞ୍ଚଳରେ ୨୬ ଟଙ୍କା ଏବଂ ସହରାଞ୍ଚଳରେ ୩୨ ଟଙ୍କା ଦୈନିକ ଆୟ କରୁଥିବା ଲୋକ ଗରିବ ନୁହନ୍ତି ବୋଲି କୁହାଯାଇଥିଲା । ଅର୍ଥାତ୍ ମାସିକ ରୋଜଗାର ୭୮୦ ଟଙ୍କା ଓ ୯୬୦ ଟଙ୍କାରୁ ଅଧିକ ଥିଲେ ସେ ଦାରିଦ୍ର୍ୟ ସୀମାରେଖା ତଳେ ରହିବେ ନାହିଁ । କିନ୍ତୁ ଏହାର ତୀବ୍ର ସମାଲୋଚନା ହେବାରୁ ଯୋଜନା ଆୟୋଗ ପୁନର୍ବିଚାର କରିବାକୁ ବାଧ୍ୟ ହୋଇଥିଲା । ପରେ ଏକ ନୂଆ କମିଟି ଗଠନ କରାଗଲା ଏବଂ ଦାରିଦ୍ର୍ୟ ମାପିବାର ନୂଆ ପଦ୍ଧତି ପାଇଁ ସୁପାରିଶ ମାଗାଗଲା । ଗରିବଙ୍କ ସଂଖ୍ୟା କମାଇ ଦେଖାଇବା ଦ୍ୱାରା ସରକାର ନିଜ ସଫଳତା ପ୍ରଚାର କରୁଛନ୍ତି ବୋଲି ବିରୋଧୀ ଦଳ ଅଭିଯୋଗ କରିଛନ୍ତି । ଏହି ଅବସ୍ଥାରେ ଗରିବ ଲୋକମାନଙ୍କ ପାଇଁ ଉଦ୍ଦିଷ୍ଟ ଯୋଜନା ଗୁଡ଼ିକର ଲାଭ ଠିକ୍ ଲୋକ ପାଖରେ ପହଞ୍ଚୁଛି କି ନାହିଁ ତାହା ମଧ୍ୟ ଏକ ବଡ଼ ପ୍ରଶ୍ନ । ରାଜ୍ୟ ସରକାରମାନେ ମଧ୍ୟ ନିଜ ନିଜ ମାନଦଣ୍ଡ ଅନୁସାରେ ବିପିଏଲ୍ ତାଲିକା ପ୍ରସ୍ତୁତ କରୁଛନ୍ତି ଯାହା ଦ୍ୱାରା ବିଭ୍ରାନ୍ତି ସୃଷ୍ଟି ହେଉଛି । ଖାଦ୍ୟ ସୁରକ୍ଷା ଆଇନ ଲାଗୁ ହେବା ପରେ ଏହି ପ୍ରସଙ୍ଗ ଆହୁରି ଗୁରୁତ୍ୱପୂର୍ଣ୍ଣ ହୋଇଉଠିଛି । ଅର୍ଥନୀତିଜ୍ଞମାନଙ୍କ ମତରେ ଦାରିଦ୍ର୍ୟ କେବଳ ଆୟ ଉପରେ ନିର୍ଭର କରେ ନାହିଁ, ଶିକ୍ଷା, ସ୍ୱାସ୍ଥ୍ୟ, ପାନୀୟ ଜଳ ଓ ବାସଗୃହ ଭଳି ମୌଳିକ ସୁବିଧା ମଧ୍ୟ ବିଚାରକୁ ନିଆଯିବା ଉଚିତ । ଏଣୁ ଏକ ସମନ୍ୱିତ ମାନଦଣ୍ଡ ପ୍ରସ୍ତୁତ କରିବା ଜରୁରୀ ।: [6, 69, 328, 309]
solution-cell: 3: [1407, 2161, 1419, 2173]
solution-cell: 2: [1407, 2113, 1419, 2125]
solution-cell: 2: [1431, 2077, 1443, 2089]
sudoku-cell: 1: [1299, 2005, 1332, 2043]
letter-1-author: ଜାନକୀନାଥ ଦାସ, ଖଣ୍ଡପଡ଼ା, ନୟାଗଡ଼: [1330, 696, 1492, 709]
solution-cell: 4: [1371, 2113, 1383, 2125]
solution-cell-row: [1335, 2125, 1443, 2137]
sudoku-cell: 6: [1399, 1891, 1432, 1929]
sudoku-cell-row: [1199, 1853, 1499, 1891]
sudoku-cell[interactable]: [1232, 1777, 1265, 1815]
solution-cell-row: [1335, 2137, 1443, 2149]
solution-cell: 7: [1395, 2113, 1407, 2125]
sudoku-cell[interactable]: [1432, 1853, 1465, 1891]
doctor-article-text: ଡାକ୍ତରଙ୍କ ବିଷୟରେ ପଚାରି ବୁଝିଲେ ଗାଁ ଲୋକେ କହନ୍ତି ସେ ଭଗବାନଙ୍କ ପରେ ଦ୍ୱିତୀୟ ସ୍ଥାନରେ । ଯଦିଓ ଆଜିକାଲି ଚିକିତ୍ସା ବ୍ୟବସାୟିକ ହୋଇଯାଉଛି, ତଥାପି ଅନେକ ଡାକ୍ତର ନିଜ ଜୀବନକୁ ରୋଗୀ ସେବାରେ ଉତ୍ସର୍ଗ କରିଛନ୍ତି । ପିଲାଦିନେ ଆମ ଗାଁରେ ଜଣେ ଡାକ୍ତର ଥିଲେ, ଯିଏ ବର୍ଷା ହେଉ କି ଖରା, ରାତି ହେଉ କି ଦିନ, ଡାକ ପଡ଼ିଲେ ସାଇକେଲରେ ବସି ରୋଗୀ ଘରେ ପହଞ୍ଚି ଯାଉଥିଲେ । ସେ ଗରିବଙ୍କ ଠାରୁ ଫିସ୍ ନେଉନଥିଲେ, ବରଂ ନିଜ ପକେଟରୁ ଔଷଧ କିଣି ଦେଉଥିଲେ । ଆଜି ମଧ୍ୟ ଲୋକେ ତାଙ୍କୁ ମନେ ପକାନ୍ତି । ଆଧୁନିକ ଯୁଗରେ ବଡ଼ ବଡ଼ ହସ୍ପିଟାଲ ଓ ଉନ୍ନତ ଯନ୍ତ୍ରପାତି ଆସିଛି, କିନ୍ତୁ ଡାକ୍ତର ଓ ରୋଗୀଙ୍କ ମଧ୍ୟରେ ଥିବା ମାନବୀୟ ସମ୍ପର୍କ କମିଯାଉଛି । ଚିକିତ୍ସା ଖର୍ଚ୍ଚ ଅତ୍ୟଧିକ ବଢ଼ିଯାଇଛି, ଯାହା ସାଧାରଣ ଲୋକଙ୍କ ପହଞ୍ଚ ବାହାରେ । ଗ୍ରାମାଞ୍ଚଳରେ ଡାକ୍ତରଙ୍କ ଅଭାବ ଏକ ଗୁରୁତର ସମସ୍ୟା । ଅନେକ ପ୍ରାଥମିକ ସ୍ୱାସ୍ଥ୍ୟ କେନ୍ଦ୍ରରେ ଡାକ୍ତର ପଦ ଖାଲି ପଡ଼ିଛି । ଯୁବ ଡାକ୍ତରମାନେ ସହରରେ ରହିବାକୁ ପସନ୍ଦ କରୁଛନ୍ତି । ସରକାର ଗ୍ରାମାଞ୍ଚଳରେ ସେବା କରୁଥିବା ଡାକ୍ତରଙ୍କ ପାଇଁ ସ୍ୱତନ୍ତ୍ର ପ୍ରୋତ୍ସାହନ ଘୋଷଣା କରିଛନ୍ତି । ଡାକ୍ତରୀ ଶିକ୍ଷା ମଧ୍ୟ ଅତ୍ୟଧିକ ମହଙ୍ଗା ହୋଇଯାଇଛି, ଫଳରେ ଡାକ୍ତର ହେବା ପରେ ଅନେକେ ସେହି ଖର୍ଚ୍ଚ ଉଠାଇବାକୁ ବ୍ୟବସାୟିକ ମନୋଭାବ ଗ୍ରହଣ କରୁଛନ୍ତି । ତଥାପି ଆଜି ମଧ୍ୟ ଏପରି ଅନେକ ଚିକିତ୍ସକ ଅଛନ୍ତି ଯେଉଁମାନେ ମାନବ ସେବାକୁ ସର୍ବୋପରି ମନେ କରନ୍ତି । କରୋନା ମହାମାରୀ ସମୟରେ ଡାକ୍ତରମାନେ ନିଜ ଜୀବନକୁ ବିପଦରେ ପକାଇ ଲକ୍ଷ ଲକ୍ଷ ଲୋକଙ୍କ ଜୀବନ ରକ୍ଷା କରିଥିଲେ । ସମାଜ ସେମାନଙ୍କ ଏହି ଅବଦାନକୁ କେବେ ଭୁଲିପାରିବ ନାହିଁ । ଡାକ୍ତର ଓ ରୋଗୀଙ୍କ ମଧ୍ୟରେ ବିଶ୍ୱାସର ସମ୍ପର୍କ ପୁନଃସ୍ଥାପନ କରିବା ଆଜି ସମୟର ଆହ୍ୱାନ ।: [6, 1713, 328, 2010]
solution-cell: 1: [1383, 2161, 1395, 2173]
sudoku-cell-row: [1199, 1701, 1499, 1739]
sudoku-previous-solution: [1334, 2076, 1443, 2185]
sudoku-cell[interactable]: [1466, 2005, 1499, 2043]
road-article-author: ବିପିନ ବିହାରୀ ମିଶ୍ର: [676, 860, 790, 878]
solution-cell: 3: [1335, 2137, 1347, 2149]
sudoku-cell: 2: [1399, 1777, 1432, 1815]
solution-cell: 8: [1419, 2089, 1431, 2101]
poem-line: ନିଜ ଲାଗି ଦେଖେ ଦେହିବି ଲାଗି: [1168, 89, 1299, 103]
contact-line-4: କେବଳ ସମ୍ପାଦକଙ୍କ ନିକଟକୁ ଚିଠି ଓ ଖବର ପାଇଁ :: [1200, 1390, 1430, 1404]
district-name: କଟକ: [5, 663, 91, 704]
sudoku-cell[interactable]: [1232, 1967, 1265, 2005]
sudoku-cell[interactable]: [1466, 1929, 1499, 1967]
solution-cell: 1: [1359, 2173, 1371, 2185]
stethoscope-image: [612, 1770, 822, 2190]
sudoku-cell[interactable]: [1466, 1701, 1499, 1739]
solution-cell: 1: [1371, 2125, 1383, 2137]
sudoku-cell[interactable]: [1266, 1891, 1299, 1929]
sudoku-cell[interactable]: [1299, 1777, 1332, 1815]
sudoku-answer-caption: ଏଥିର ଉତ୍ତର ଆସନ୍ତାକାଲି ପ୍ରକାଶ ପାଇବ: [1230, 2052, 1420, 2065]
solution-cell: 8: [1371, 2137, 1383, 2149]
solution-cell: 5: [1395, 2173, 1407, 2185]
solution-cell: 9: [1395, 2101, 1407, 2113]
solution-cell-row: [1335, 2077, 1443, 2089]
sudoku-cell[interactable]: [1399, 2005, 1432, 2043]
solution-cell: 6: [1371, 2173, 1383, 2185]
sudoku-cell[interactable]: [1299, 1891, 1332, 1929]
divider-editorial: [346, 762, 1118, 763]
solution-cell: 7: [1359, 2161, 1371, 2173]
india-map-icon: [272, 10, 318, 56]
